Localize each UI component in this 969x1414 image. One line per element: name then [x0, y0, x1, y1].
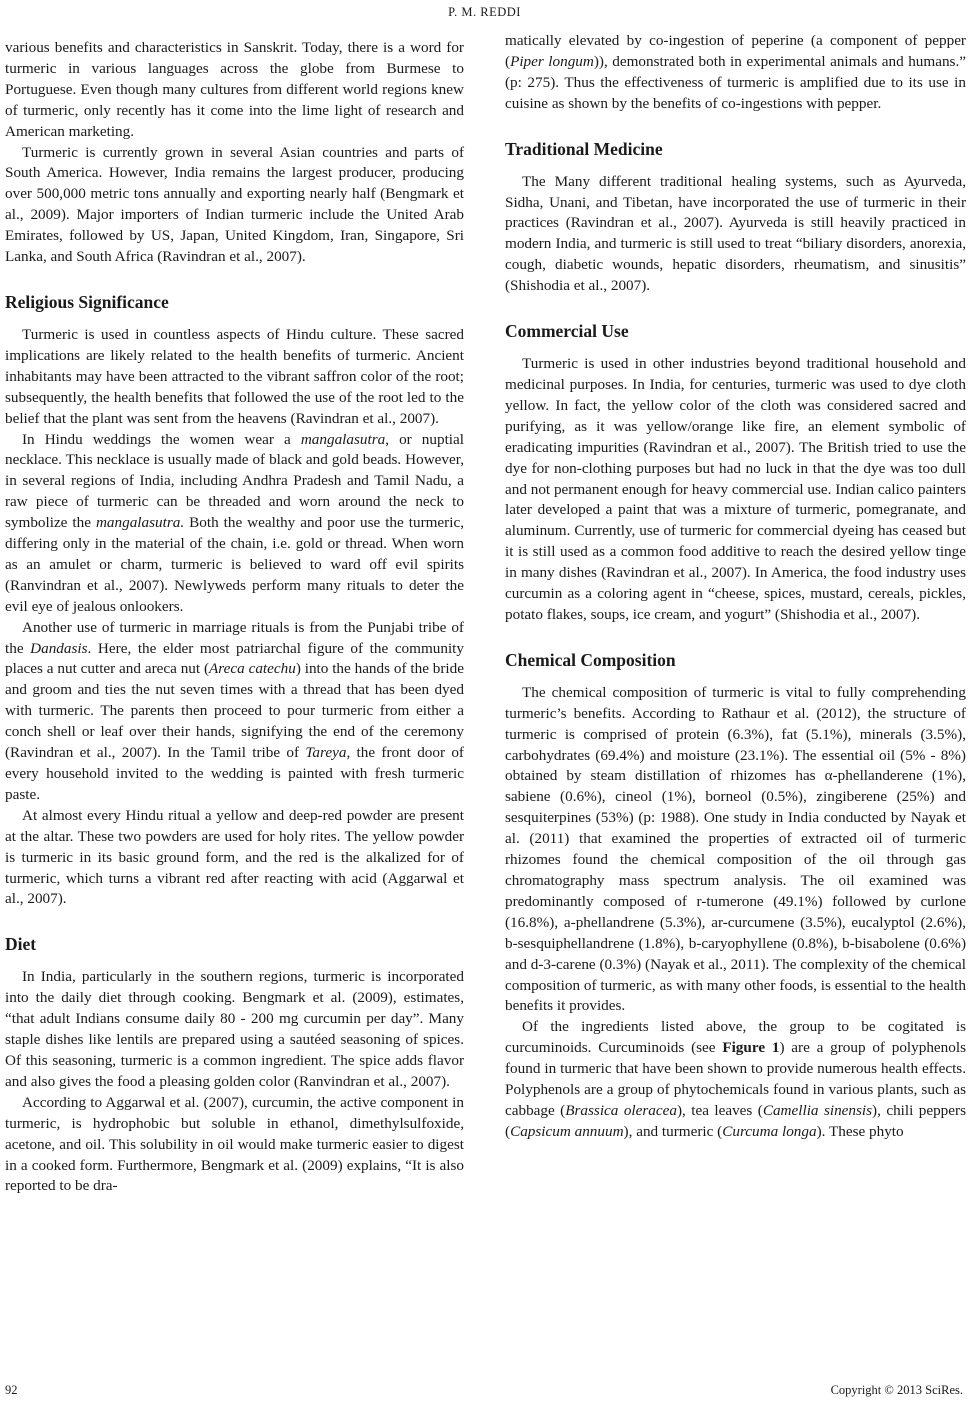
section-heading-commercial-use: Commercial Use	[505, 321, 629, 342]
paragraph: various benefits and characteristics in Sanskrit. Today, there is a word for turmeric in various languages across the globe from Burmese to Portuguese. Even though many cultures from different world regions knew of turmeric, only recently has it come into the lime light of research and American marketing.	[5, 39, 464, 140]
section-heading-chemical-composition: Chemical Composition	[505, 649, 676, 670]
text-run: ) are a group of polyphenols found in turmeric that have been shown to provide numerous health effects. Polyphenols are a group of phytochemicals found in various plants, such as cabbage (	[505, 1039, 966, 1119]
text-run: ), chili peppers (	[505, 1101, 966, 1140]
italic-term: mangalasutra	[300, 430, 386, 448]
text-run: In Hindu weddings the women wear a	[22, 430, 301, 448]
italic-term: Capsicum annuum	[510, 1122, 624, 1140]
section-heading-diet: Diet	[5, 934, 37, 955]
paragraph	[505, 1017, 966, 1142]
text-run: , or nuptial necklace. This necklace is usually made of black and gold beads. However, in several regions of India, including Andhra Pradesh and Tamil Nadu, a raw piece of turmeric can be threaded and worn around the neck to symbolize the	[5, 430, 464, 532]
italic-term: Curcuma longa	[722, 1122, 817, 1140]
italic-term: Brassica oleracea	[565, 1101, 677, 1119]
paragraph: Turmeric is used in other industries beyond traditional household and medicinal purposes. In India, for centuries, turmeric was used to dye cloth yellow. In fact, the yellow color of the cloth was considered sacred and purifying, as it was yellow/orange like fire, an element symbolic of eradicating impurities (Ravindran et al., 2007). The British tried to use the dye for non-clothing purposes but had no luck in that the dye was too dull and not permanent enough for heavy commercial use. Indian calico painters later developed a paint that was a mixture of turmeric, pomegranate, and aluminum. Currently, use of turmeric for commercial dyeing has ceased but it is still used as a common food additive to reach the desired yellow tinge in many dishes (Ravindran et al., 2007). In America, the food industry uses curcumin as a coloring agent in “cheese, spices, mustard, cereals, pickles, potato flakes, soups, ice cream, and yogurt” (Shishodia et al., 2007).	[505, 355, 966, 623]
section-heading-traditional-medicine: Traditional Medicine	[505, 138, 663, 159]
text-run: Another use of turmeric in marriage rituals is from the Punjabi tribe of the	[5, 618, 464, 657]
text-run: Of the ingredients listed above, the group to be cogitated is curcuminoids. Curcuminoids (see	[505, 1018, 966, 1057]
paragraph: The Many different traditional healing systems, such as Ayurveda, Sidha, Unani, and Tibetan, have incorporated the use of turmeric in their practices (Ravindran et al., 2007). Ayurveda is still heavily practiced in modern India, and turmeric is still used to treat “biliary disorders, anorexia, cough, diabetic wounds, hepatic disorders, rheumatism, and sinusitis” (Shishodia et al., 2007).	[505, 172, 966, 295]
text-run: matically elevated by co-ingestion of peperine (a component of pepper (	[505, 32, 966, 70]
text-run: ). These phyto	[816, 1122, 904, 1140]
paragraph	[505, 31, 966, 115]
paragraph: Turmeric is currently grown in several Asian countries and parts of South America. However, India remains the largest producer, producing over 500,000 metric tons annually and exporting nearly half (Bengmark et al., 2009). Major importers of Indian turmeric include the United Arab Emirates, followed by US, Japan, United Kingdom, Iran, Singapore, Sri Lanka, and South Africa (Ravindran et al., 2007).	[5, 143, 464, 266]
right-column	[505, 31, 966, 1143]
copyright-notice: Copyright © 2013 SciRes.	[830, 1383, 963, 1397]
italic-term: Dandasis	[30, 639, 88, 657]
italic-term: Areca catechu	[209, 660, 296, 678]
text-run: . Here, the elder most patriarchal figure of the community places a nut cutter and areca nut (	[5, 639, 464, 678]
text-run: ), and turmeric (	[623, 1122, 723, 1140]
left-column	[5, 38, 464, 1197]
italic-term: mangalasutra.	[95, 514, 185, 532]
text-run: ) into the hands of the bride and groom and ties the nut seven times with a thread that has been dyed with turmeric. The parents then proceed to pour turmeric from either a conch shell or leaf over their hands, signifying the end of the ceremony (Ravindran et al., 2007). In the Tamil tribe of	[5, 660, 464, 762]
paragraph: At almost every Hindu ritual a yellow and deep-red powder are present at the altar. These two powders are used for holy rites. The yellow powder is turmeric in its basic ground form, and the red is the alkalized for of turmeric, which turns a vibrant red after reacting with acid (Aggarwal et al., 2007).	[5, 806, 464, 908]
italic-term: Piper longum	[510, 52, 594, 70]
paragraph: In India, particularly in the southern regions, turmeric is incorporated into the daily diet through cooking. Bengmark et al. (2009), estimates, “that adult Indians consume daily 80 - 200 mg curcumin per day”. Many staple dishes like lentils are prepared using a sautéed seasoning of spices. Of this seasoning, turmeric is a common ingredient. The spice adds flavor and also gives the food a pleasing golden color (Ranvindran et al., 2007).	[5, 968, 464, 1090]
paragraph: According to Aggarwal et al. (2007), curcumin, the active component in turmeric, is hydrophobic but soluble in ethanol, dimethylsulfoxide, acetone, and oil. This solubility in oil would make turmeric easier to digest in a cooked form. Furthermore, Bengmark et al. (2009) explains, “It is also reported to be dra-	[5, 1093, 464, 1195]
text-run: )), demonstrated both in experimental animals and humans.” (p: 275). Thus the effectiveness of turmeric is amplified due to its use in cuisine as shown by the benefits of co-ingestions with pepper.	[505, 52, 966, 112]
italic-term: Camellia sinensis	[762, 1101, 873, 1119]
paragraph: The chemical composition of turmeric is vital to fully comprehending turmeric’s benefits. According to Rathaur et al. (2012), the structure of turmeric is comprised of protein (6.3%), fat (5.1%), minerals (3.5%), carbohydrates (69.4%) and moisture (23.1%). The essential oil (5% - 8%) obtained by steam distillation of rhizomes has α-phellanderene (1%), sabiene (0.6%), cineol (1%), borneol (0.5%), zingiberene (25%) and sesquiterpines (53%) (p: 1988). One study in India conducted by Nayak et al. (2011) that examined the properties of extracted oil of turmeric rhizomes found the chemical composition of the oil through gas chromatography mass spectrum analysis. The oil examined was predominantly composed of r-tumerone (49.1%) followed by curlone (16.8%), a-phellandrene (5.3%), ar-curcumene (3.5%), eucalyptol (2.6%), b-sesquiphellandrene (1.8%), b-caryophyllene (0.8%), b-bisabolene (0.6%) and d-3-carene (0.3%) (Nayak et al., 2011). The complexity of the chemical composition of turmeric, as with many other foods, is essential to the health benefits it provides.	[505, 683, 966, 1015]
page-number: 92	[5, 1383, 18, 1397]
text-run: , the front door of every household invited to the wedding is painted with fresh turmeric paste.	[5, 744, 464, 803]
section-heading-religious: Religious Significance	[5, 291, 169, 312]
italic-term: Tareya	[305, 744, 347, 762]
paragraph	[5, 430, 464, 618]
paragraph	[5, 618, 464, 806]
paragraph: Turmeric is used in countless aspects of Hindu culture. These sacred implications are likely related to the health benefits of turmeric. Ancient inhabitants may have been attracted to the vibrant saffron color of the root; subsequently, the health benefits that followed the use of the root led to the belief that the plant was sent from the heavens (Ravindran et al., 2007).	[5, 325, 464, 427]
text-run: Both the wealthy and poor use the turmeric, differing only in the material of the chain, i.e. gold or thread. When worn as an amulet or charm, turmeric is believed to ward off evil spirits (Ranvindran et al., 2007). Newlyweds perform many rituals to deter the evil eye of jealous onlookers.	[5, 514, 464, 615]
running-head: P. M. REDDI	[448, 5, 521, 19]
figure-reference[interactable]: Figure 1	[722, 1039, 780, 1057]
text-run: ), tea leaves (	[676, 1101, 763, 1119]
